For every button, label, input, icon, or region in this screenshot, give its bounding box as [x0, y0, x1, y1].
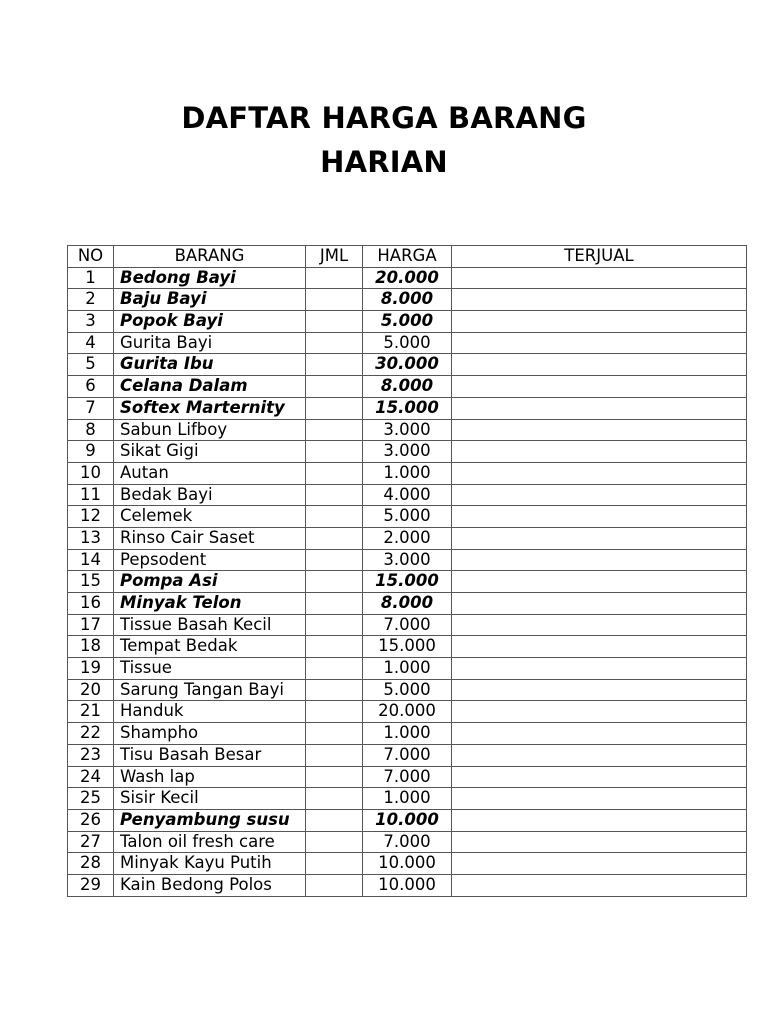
cell-jml — [306, 376, 363, 398]
cell-harga: 7.000 — [363, 744, 452, 766]
cell-harga: 8.000 — [363, 593, 452, 615]
cell-no: 7 — [68, 397, 114, 419]
cell-no: 3 — [68, 311, 114, 333]
table-row — [68, 289, 747, 311]
cell-barang: Shampho — [114, 723, 306, 745]
cell-barang: Celemek — [114, 506, 306, 528]
table-row — [68, 788, 747, 810]
cell-terjual — [452, 853, 747, 875]
cell-harga: 5.000 — [363, 506, 452, 528]
cell-jml — [306, 289, 363, 311]
cell-terjual — [452, 549, 747, 571]
cell-jml — [306, 506, 363, 528]
header-no: NO — [68, 246, 114, 268]
table-row — [68, 441, 747, 463]
cell-harga: 7.000 — [363, 831, 452, 853]
table-row — [68, 723, 747, 745]
cell-no: 15 — [68, 571, 114, 593]
cell-jml — [306, 332, 363, 354]
cell-harga: 8.000 — [363, 376, 452, 398]
cell-jml — [306, 354, 363, 376]
table-row — [68, 766, 747, 788]
cell-barang: Popok Bayi — [114, 311, 306, 333]
table-row — [68, 571, 747, 593]
cell-no: 8 — [68, 419, 114, 441]
cell-harga: 4.000 — [363, 484, 452, 506]
cell-harga: 2.000 — [363, 527, 452, 549]
cell-harga: 20.000 — [363, 267, 452, 289]
cell-no: 25 — [68, 788, 114, 810]
cell-barang: Sarung Tangan Bayi — [114, 679, 306, 701]
cell-barang: Autan — [114, 462, 306, 484]
cell-no: 5 — [68, 354, 114, 376]
cell-jml — [306, 267, 363, 289]
cell-no: 1 — [68, 267, 114, 289]
cell-harga: 5.000 — [363, 679, 452, 701]
cell-no: 29 — [68, 874, 114, 896]
cell-no: 13 — [68, 527, 114, 549]
cell-no: 28 — [68, 853, 114, 875]
cell-barang: Pompa Asi — [114, 571, 306, 593]
cell-barang: Penyambung susu — [114, 809, 306, 831]
cell-terjual — [452, 289, 747, 311]
table-row — [68, 484, 747, 506]
table-row — [68, 311, 747, 333]
cell-barang: Kain Bedong Polos — [114, 874, 306, 896]
cell-jml — [306, 766, 363, 788]
cell-no: 12 — [68, 506, 114, 528]
table-row — [68, 874, 747, 896]
table-row — [68, 354, 747, 376]
cell-barang: Rinso Cair Saset — [114, 527, 306, 549]
table-row — [68, 332, 747, 354]
table-row — [68, 549, 747, 571]
cell-barang: Tissue — [114, 658, 306, 680]
cell-barang: Celana Dalam — [114, 376, 306, 398]
cell-barang: Gurita Bayi — [114, 332, 306, 354]
cell-terjual — [452, 809, 747, 831]
cell-no: 11 — [68, 484, 114, 506]
cell-harga: 1.000 — [363, 723, 452, 745]
cell-terjual — [452, 376, 747, 398]
table-row — [68, 419, 747, 441]
cell-terjual — [452, 788, 747, 810]
cell-no: 4 — [68, 332, 114, 354]
cell-barang: Minyak Telon — [114, 593, 306, 615]
cell-jml — [306, 462, 363, 484]
cell-jml — [306, 679, 363, 701]
table-row — [68, 658, 747, 680]
cell-harga: 15.000 — [363, 397, 452, 419]
cell-barang: Pepsodent — [114, 549, 306, 571]
cell-barang: Sisir Kecil — [114, 788, 306, 810]
cell-no: 10 — [68, 462, 114, 484]
cell-barang: Sabun Lifboy — [114, 419, 306, 441]
header-terjual: TERJUAL — [452, 246, 747, 268]
cell-barang: Wash lap — [114, 766, 306, 788]
header-harga: HARGA — [363, 246, 452, 268]
cell-harga: 1.000 — [363, 658, 452, 680]
cell-harga: 15.000 — [363, 571, 452, 593]
cell-harga: 10.000 — [363, 874, 452, 896]
cell-harga: 30.000 — [363, 354, 452, 376]
cell-jml — [306, 788, 363, 810]
cell-jml — [306, 311, 363, 333]
cell-terjual — [452, 723, 747, 745]
cell-barang: Gurita Ibu — [114, 354, 306, 376]
table-row — [68, 744, 747, 766]
cell-harga: 3.000 — [363, 549, 452, 571]
cell-jml — [306, 397, 363, 419]
cell-jml — [306, 874, 363, 896]
cell-jml — [306, 484, 363, 506]
table-row — [68, 701, 747, 723]
cell-no: 22 — [68, 723, 114, 745]
cell-terjual — [452, 484, 747, 506]
table-row — [68, 831, 747, 853]
cell-terjual — [452, 267, 747, 289]
cell-terjual — [452, 658, 747, 680]
cell-jml — [306, 809, 363, 831]
cell-no: 2 — [68, 289, 114, 311]
cell-barang: Tissue Basah Kecil — [114, 614, 306, 636]
cell-jml — [306, 723, 363, 745]
table-row — [68, 636, 747, 658]
cell-terjual — [452, 614, 747, 636]
table-row — [68, 527, 747, 549]
cell-terjual — [452, 636, 747, 658]
header-jml: JML — [306, 246, 363, 268]
table-row — [68, 397, 747, 419]
cell-jml — [306, 744, 363, 766]
cell-no: 16 — [68, 593, 114, 615]
cell-no: 19 — [68, 658, 114, 680]
cell-barang: Softex Marternity — [114, 397, 306, 419]
cell-jml — [306, 419, 363, 441]
cell-harga: 20.000 — [363, 701, 452, 723]
price-list-table — [67, 245, 747, 897]
table-header-row — [68, 246, 747, 268]
cell-jml — [306, 658, 363, 680]
document-title — [0, 96, 768, 184]
table-row — [68, 376, 747, 398]
cell-terjual — [452, 397, 747, 419]
cell-terjual — [452, 766, 747, 788]
cell-harga: 10.000 — [363, 853, 452, 875]
cell-barang: Tempat Bedak — [114, 636, 306, 658]
table-body — [68, 267, 747, 896]
cell-terjual — [452, 701, 747, 723]
cell-terjual — [452, 527, 747, 549]
cell-harga: 7.000 — [363, 766, 452, 788]
cell-jml — [306, 831, 363, 853]
cell-terjual — [452, 679, 747, 701]
cell-harga: 1.000 — [363, 462, 452, 484]
cell-jml — [306, 636, 363, 658]
table-row — [68, 679, 747, 701]
header-barang: BARANG — [114, 246, 306, 268]
cell-jml — [306, 614, 363, 636]
table-row — [68, 614, 747, 636]
cell-barang: Talon oil fresh care — [114, 831, 306, 853]
cell-no: 9 — [68, 441, 114, 463]
cell-terjual — [452, 441, 747, 463]
cell-terjual — [452, 462, 747, 484]
cell-harga: 10.000 — [363, 809, 452, 831]
cell-barang: Minyak Kayu Putih — [114, 853, 306, 875]
cell-no: 24 — [68, 766, 114, 788]
cell-jml — [306, 853, 363, 875]
cell-jml — [306, 571, 363, 593]
cell-barang: Tisu Basah Besar — [114, 744, 306, 766]
cell-jml — [306, 701, 363, 723]
cell-harga: 3.000 — [363, 441, 452, 463]
table-row — [68, 506, 747, 528]
cell-barang: Bedak Bayi — [114, 484, 306, 506]
cell-harga: 3.000 — [363, 419, 452, 441]
cell-terjual — [452, 571, 747, 593]
table-row — [68, 593, 747, 615]
cell-harga: 5.000 — [363, 311, 452, 333]
cell-terjual — [452, 354, 747, 376]
cell-barang: Baju Bayi — [114, 289, 306, 311]
cell-jml — [306, 549, 363, 571]
table-row — [68, 267, 747, 289]
cell-harga: 7.000 — [363, 614, 452, 636]
cell-jml — [306, 441, 363, 463]
cell-jml — [306, 527, 363, 549]
cell-terjual — [452, 593, 747, 615]
cell-harga: 5.000 — [363, 332, 452, 354]
table-row — [68, 853, 747, 875]
cell-no: 23 — [68, 744, 114, 766]
cell-no: 27 — [68, 831, 114, 853]
cell-no: 20 — [68, 679, 114, 701]
cell-no: 26 — [68, 809, 114, 831]
cell-barang: Handuk — [114, 701, 306, 723]
cell-no: 14 — [68, 549, 114, 571]
cell-terjual — [452, 744, 747, 766]
cell-harga: 8.000 — [363, 289, 452, 311]
cell-terjual — [452, 419, 747, 441]
cell-harga: 1.000 — [363, 788, 452, 810]
cell-harga: 15.000 — [363, 636, 452, 658]
cell-terjual — [452, 874, 747, 896]
table-row — [68, 809, 747, 831]
cell-no: 18 — [68, 636, 114, 658]
cell-terjual — [452, 506, 747, 528]
cell-no: 6 — [68, 376, 114, 398]
cell-no: 17 — [68, 614, 114, 636]
cell-terjual — [452, 332, 747, 354]
cell-jml — [306, 593, 363, 615]
cell-barang: Sikat Gigi — [114, 441, 306, 463]
cell-terjual — [452, 311, 747, 333]
cell-barang: Bedong Bayi — [114, 267, 306, 289]
title-line-1: DAFTAR HARGA BARANG — [181, 101, 587, 135]
cell-no: 21 — [68, 701, 114, 723]
cell-terjual — [452, 831, 747, 853]
title-line-2: HARIAN — [320, 145, 448, 179]
table-row — [68, 462, 747, 484]
